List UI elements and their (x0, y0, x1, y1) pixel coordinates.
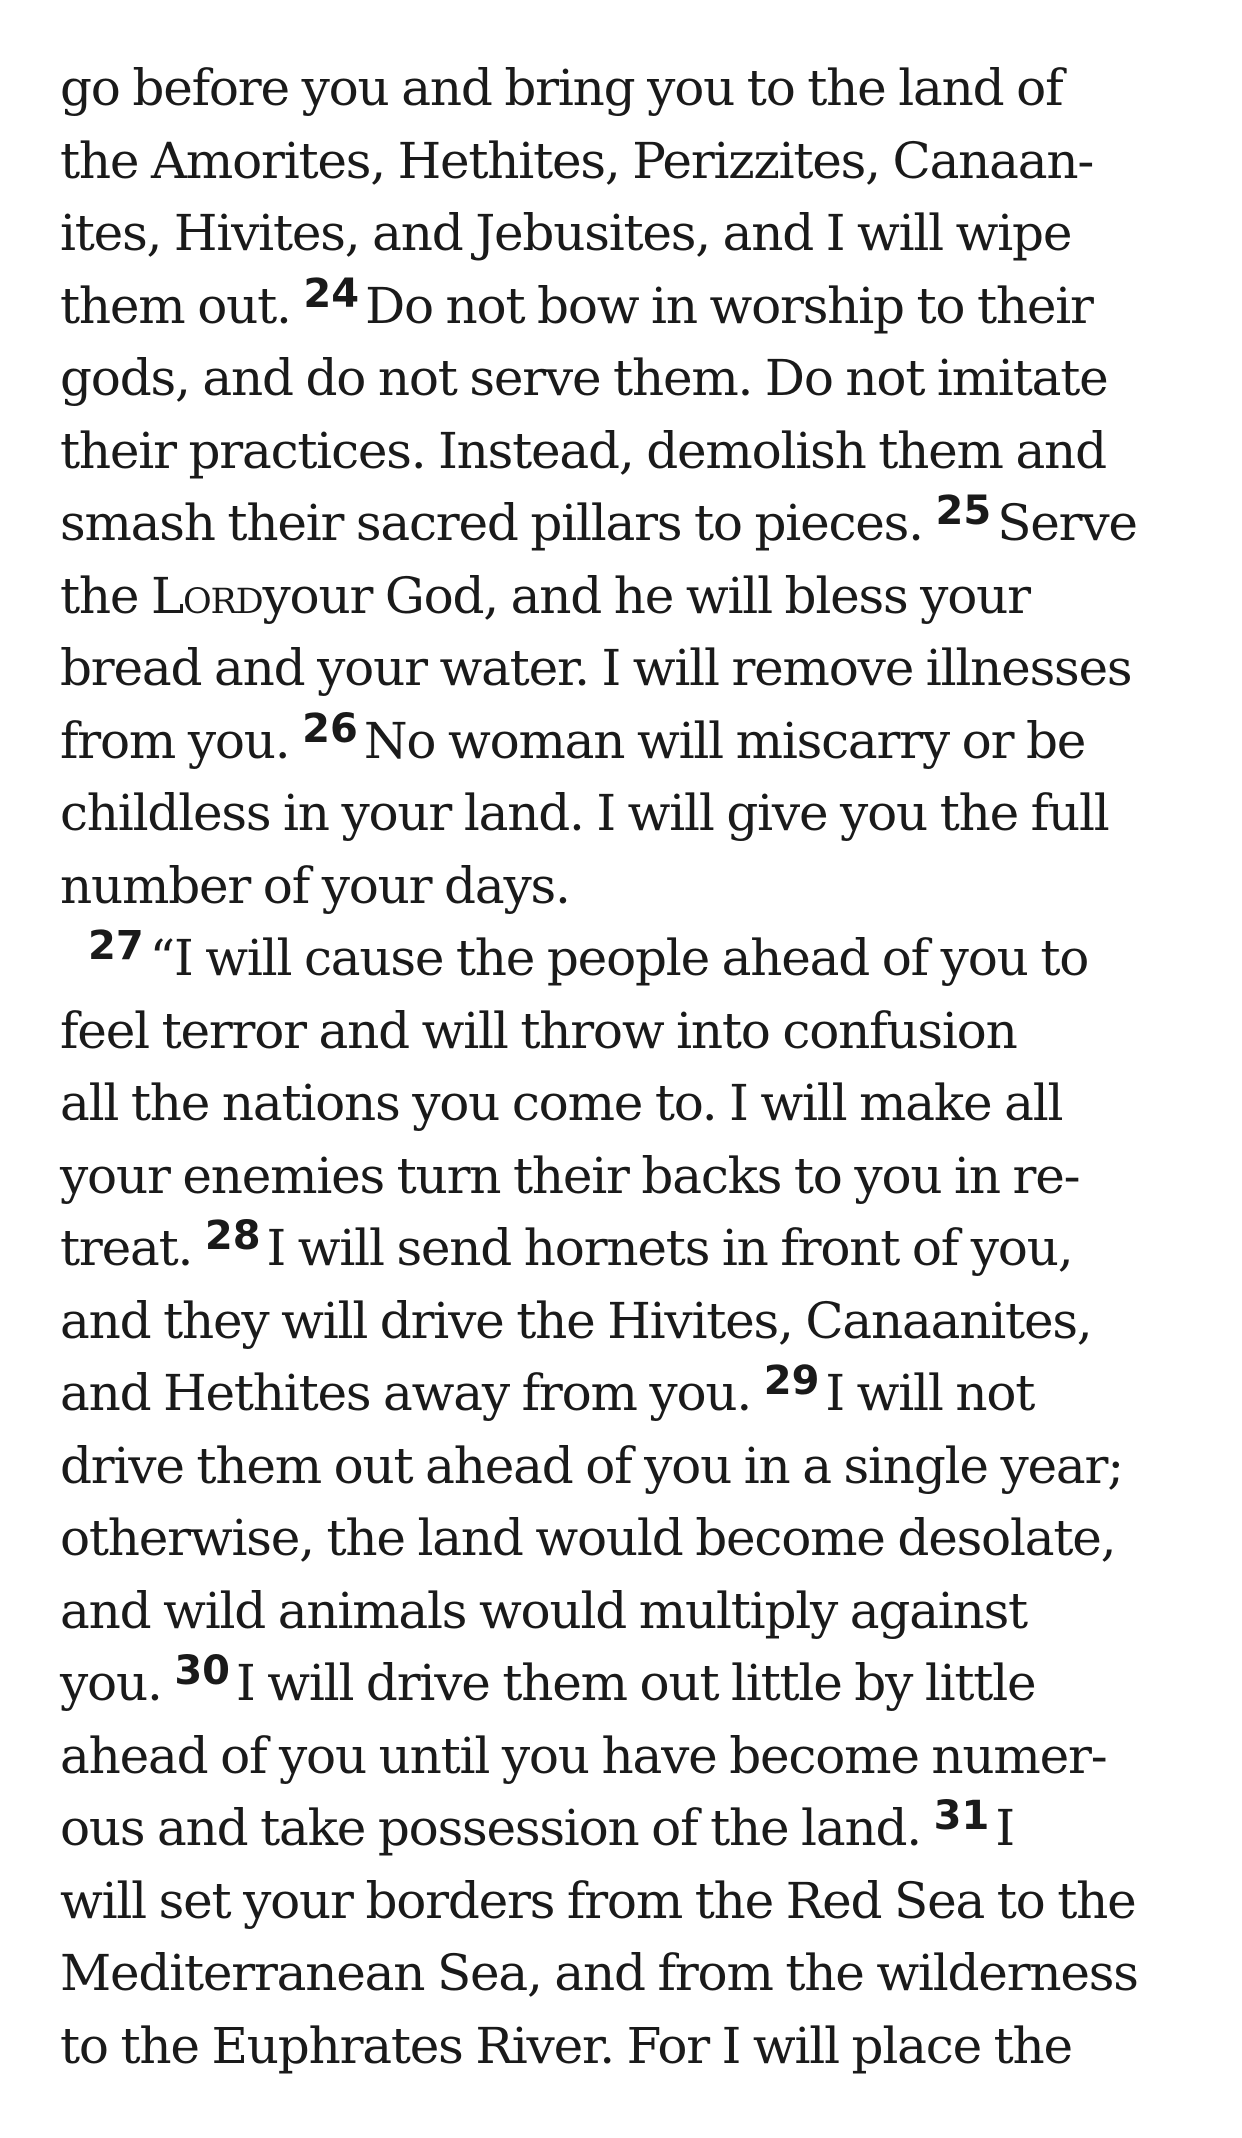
line-text: your enemies turn their backs to you in re- (60, 1146, 1080, 1205)
text-line (60, 270, 1202, 343)
line-text: all the nations you come to. I will make all (60, 1074, 1063, 1132)
line-text: ahead of you until you have become numer- (60, 1726, 1107, 1785)
text-line (60, 1067, 1202, 1140)
text-line (60, 777, 1202, 850)
verse-number[interactable]: 25 (935, 488, 992, 534)
line-text-continued: I (995, 1799, 1014, 1857)
line-text: ous and take possession of the land. (60, 1799, 934, 1857)
text-line (60, 1647, 1202, 1720)
line-text: to the Euphrates River. For I will place the (60, 2016, 1072, 2075)
line-text: and Hethites away from you. (60, 1364, 764, 1422)
line-text: smash their sacred pillars to pieces. (60, 494, 936, 552)
line-text: go before you and bring you to the land of (60, 59, 1063, 117)
verse-number[interactable]: 29 (763, 1358, 820, 1404)
text-line (60, 125, 1202, 198)
text-line (60, 1575, 1202, 1648)
line-text-continued: I will not (825, 1364, 1035, 1422)
text-line (60, 487, 1202, 560)
line-text: bread and your water. I will remove illnesses (60, 639, 1132, 697)
line-text: you. (60, 1654, 175, 1712)
line-text: Mediterranean Sea, and from the wilderness (60, 1944, 1138, 2002)
line-text: drive them out ahead of you in a single year; (60, 1436, 1123, 1495)
text-line (60, 1720, 1202, 1793)
line-text: from you. (60, 711, 303, 770)
line-text: them out. (60, 276, 304, 335)
line-text: ites, Hivites, and Jebusites, and I will wipe (60, 204, 1072, 262)
line-text: and wild animals would multiply against (60, 1581, 1027, 1640)
verse-number[interactable]: 30 (174, 1648, 231, 1694)
line-text: gods, and do not serve them. Do not imitate (60, 349, 1108, 407)
text-line (60, 995, 1202, 1068)
text-line (60, 1212, 1202, 1285)
text-line (60, 1937, 1202, 2010)
text-line (60, 922, 1202, 995)
line-text: will set your borders from the Red Sea to the (60, 1871, 1136, 1930)
line-text-continued: I will drive them out little by little (236, 1654, 1036, 1712)
text-line (60, 705, 1202, 778)
line-text-continued: your God, and he will bless your (262, 566, 1030, 625)
line-text: number of your days. (60, 856, 570, 915)
verse-number[interactable]: 26 (302, 705, 358, 752)
line-text: feel terror and will throw into confusion (60, 1001, 1017, 1060)
text-line (60, 415, 1202, 488)
text-line (60, 1865, 1202, 1938)
text-line (60, 1792, 1202, 1865)
text-line (60, 197, 1202, 270)
line-text-continued: No woman will miscarry or be (363, 711, 1086, 770)
line-text-continued: “I will cause the people ahead of you to (149, 929, 1089, 987)
line-text-continued: Do not bow in worship to their (365, 276, 1093, 335)
text-line (60, 52, 1202, 125)
line-text-continued: I will send hornets in front of you, (266, 1219, 1073, 1277)
line-text-continued: Serve (997, 494, 1137, 552)
verse-number[interactable]: 27 (88, 923, 144, 969)
line-text: otherwise, the land would become desolate, (60, 1509, 1116, 1567)
text-line (60, 342, 1202, 415)
line-text: treat. (60, 1219, 205, 1277)
line-text: and they will drive the Hivites, Canaanites, (60, 1291, 1092, 1350)
text-line (60, 1502, 1202, 1575)
text-line (60, 850, 1202, 923)
text-line (60, 1430, 1202, 1503)
verse-number[interactable]: 24 (303, 270, 360, 317)
divine-name-smallcaps: Lord (150, 566, 263, 625)
text-line (60, 2010, 1202, 2083)
line-text: their practices. Instead, demolish them and (60, 421, 1106, 480)
line-text: the (60, 566, 151, 625)
text-line (60, 1357, 1202, 1430)
text-line (60, 632, 1202, 705)
line-text: the Amorites, Hethites, Perizzites, Canaan- (60, 131, 1094, 190)
text-line (60, 1285, 1202, 1358)
text-line (60, 560, 1202, 633)
text-line (60, 1140, 1202, 1213)
line-text: childless in your land. I will give you the full (60, 784, 1109, 842)
verse-number[interactable]: 31 (933, 1793, 990, 1839)
verse-number[interactable]: 28 (204, 1213, 261, 1259)
